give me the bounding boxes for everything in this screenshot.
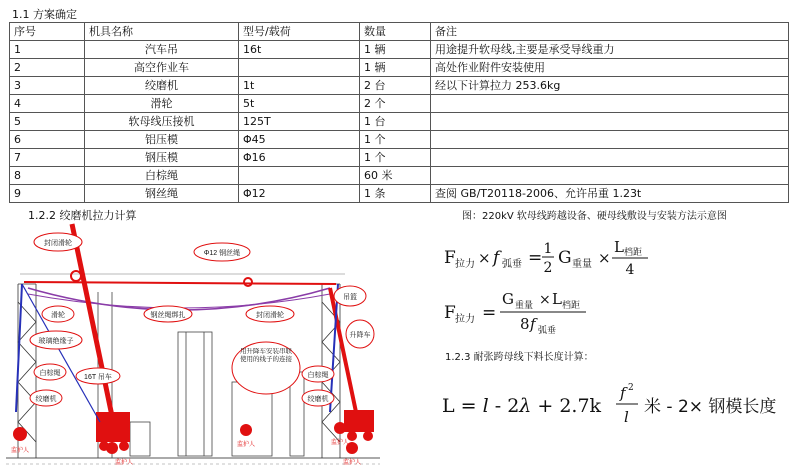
f3-part2: + 2.7k <box>531 395 602 417</box>
f1-half-den: 2 <box>543 260 553 276</box>
cell-qty: 2 个 <box>360 95 431 113</box>
section-title: 1.1 方案确定 <box>12 8 77 21</box>
cell-no: 2 <box>10 59 85 77</box>
f1-eq: = <box>528 248 543 268</box>
col-header-qty: 数量 <box>360 23 431 41</box>
f2-G: G <box>502 290 514 308</box>
cell-note <box>431 131 789 149</box>
guard-marker <box>240 424 252 436</box>
cell-qty: 2 台 <box>360 77 431 95</box>
cell-model: Φ12 <box>239 185 360 203</box>
f1-F: F <box>444 248 456 268</box>
f1-den-4: 4 <box>625 262 635 278</box>
label-guard-5: 监护人 <box>342 460 362 466</box>
col-header-no: 序号 <box>10 23 85 41</box>
cell-name: 软母线压接机 <box>85 113 239 131</box>
table-row <box>10 149 789 167</box>
f1-L: L <box>614 238 624 256</box>
formula-2 <box>444 290 586 336</box>
guard-marker <box>106 442 118 454</box>
f2-den-8: 8 <box>520 315 530 333</box>
f1-F-sub: 拉力 <box>455 259 475 270</box>
callout-hook: 吊篮 <box>343 294 357 301</box>
cell-note <box>431 95 789 113</box>
guard-marker <box>334 422 346 434</box>
callout-white-rope-left: 白棕绳 <box>39 370 61 377</box>
lift-truck <box>344 410 374 432</box>
callout-note-crane: 用升降车安装串联使用的线子的连接 <box>240 348 292 363</box>
table-row <box>10 59 789 77</box>
f3-frac-den: l <box>624 408 629 426</box>
cell-note <box>431 113 789 131</box>
svg-text:L = l - 2λ + 2.7k <box>442 395 602 417</box>
cell-note: 用途提升软母线,主要是承受导线重力 <box>431 41 789 59</box>
cell-no: 4 <box>10 95 85 113</box>
callout-white-rope-right: 白棕绳 <box>307 372 329 379</box>
cell-no: 5 <box>10 113 85 131</box>
f1-L-sub: 档距 <box>624 248 643 258</box>
cell-qty: 60 米 <box>360 167 431 185</box>
f3-part1: - 2 <box>488 395 520 417</box>
cell-name: 绞磨机 <box>85 77 239 95</box>
callout-insulator-string: 玻璃绝缘子 <box>38 338 74 345</box>
cell-qty: 1 个 <box>360 131 431 149</box>
cell-name: 钢压模 <box>85 149 239 167</box>
cell-note: 高处作业附件安装使用 <box>431 59 789 77</box>
callout-steel-wire-tie: 钢丝绳绑扎 <box>150 312 186 319</box>
f2-F: F <box>444 303 456 323</box>
cell-no: 1 <box>10 41 85 59</box>
cell-note <box>431 167 789 185</box>
cell-note <box>431 149 789 167</box>
cell-name: 汽车吊 <box>85 41 239 59</box>
cell-no: 9 <box>10 185 85 203</box>
f1-f-sub: 弧垂 <box>502 259 522 270</box>
cell-no: 7 <box>10 149 85 167</box>
f3-frac-num: f <box>620 384 626 402</box>
callout-winch-right: 绞磨机 <box>307 396 329 403</box>
table-row <box>10 113 789 131</box>
f3-lambda: λ <box>519 395 532 417</box>
equipment-table <box>9 22 789 203</box>
cell-qty: 1 条 <box>360 185 431 203</box>
callout-pulley-left: 滑轮 <box>51 312 65 319</box>
formula-panel <box>392 222 800 471</box>
f1-times-2: × <box>598 249 611 267</box>
label-guard-4: 监护人 <box>330 440 350 446</box>
cell-note: 经以下计算拉力 253.6kg <box>431 77 789 95</box>
callout-crane-16t: 16T 吊车 <box>84 374 112 381</box>
f1-G-sub: 重量 <box>572 259 592 270</box>
soft-bus-conductor-lower <box>28 294 330 308</box>
installation-diagram <box>0 222 385 471</box>
cell-model <box>239 59 360 77</box>
cell-name: 钢丝绳 <box>85 185 239 203</box>
cell-note: 查阅 GB/T20118-2006、允许吊重 1.23t <box>431 185 789 203</box>
f3-lhs: L = <box>442 395 483 417</box>
col-header-note: 备注 <box>431 23 789 41</box>
col-header-model: 型号/载荷 <box>239 23 360 41</box>
f3-l: l <box>482 395 489 417</box>
cell-name: 滑轮 <box>85 95 239 113</box>
cell-model: 1t <box>239 77 360 95</box>
f2-F-sub: 拉力 <box>455 314 475 325</box>
callout-lift-car: 升降车 <box>349 332 371 339</box>
cell-qty: 1 辆 <box>360 59 431 77</box>
steel-wire-rope <box>24 282 336 284</box>
callout-fixed-pulley: 封闭滑轮 <box>44 240 72 247</box>
cell-model <box>239 167 360 185</box>
label-guard-3: 监护人 <box>236 442 256 448</box>
table-header-row <box>10 23 789 41</box>
crane-wheel <box>119 441 129 451</box>
cell-qty: 1 辆 <box>360 41 431 59</box>
pulley-icon <box>71 271 81 281</box>
cell-model: 16t <box>239 41 360 59</box>
f1-times: × <box>478 249 491 267</box>
cell-qty: 1 台 <box>360 113 431 131</box>
table-row <box>10 95 789 113</box>
f2-L-sub: 档距 <box>562 301 581 311</box>
label-guard-1: 监护人 <box>10 448 30 454</box>
f2-L: L <box>552 290 562 308</box>
cell-name: 高空作业车 <box>85 59 239 77</box>
cell-model: 5t <box>239 95 360 113</box>
pulley-icon <box>244 278 252 286</box>
table-row <box>10 185 789 203</box>
table-row <box>10 131 789 149</box>
subsection-title-length: 1.2.3 耐张跨母线下料长度计算： <box>445 352 594 363</box>
cell-qty: 1 个 <box>360 149 431 167</box>
cell-no: 8 <box>10 167 85 185</box>
formula-3 <box>442 383 776 426</box>
cell-no: 6 <box>10 131 85 149</box>
f2-f: f <box>530 315 536 333</box>
cell-model: Φ45 <box>239 131 360 149</box>
f1-half-num: 1 <box>543 241 553 257</box>
table-row <box>10 167 789 185</box>
col-header-name: 机具名称 <box>85 23 239 41</box>
cell-name: 白棕绳 <box>85 167 239 185</box>
crane-boom <box>72 224 112 416</box>
f2-times: × <box>539 292 551 308</box>
f2-f-sub: 弧垂 <box>538 326 557 336</box>
f2-eq: = <box>482 303 497 323</box>
f3-tail: 米 - 2× 钢模长度 <box>644 397 777 417</box>
f1-G: G <box>558 248 572 268</box>
f2-G-sub: 重量 <box>515 301 534 311</box>
crane-truck <box>96 412 130 442</box>
callout-conductor: Φ12 钢丝绳 <box>203 250 241 257</box>
cell-no: 3 <box>10 77 85 95</box>
formula-1 <box>444 238 648 278</box>
callout-closed-pulley-mid: 封闭滑轮 <box>256 312 284 319</box>
table-row <box>10 77 789 95</box>
guard-marker <box>13 427 27 441</box>
figure-caption: 图：220kV 软母线跨越设备、硬母线敷设与安装方法示意图 <box>462 211 727 222</box>
f3-frac-sup: 2 <box>628 383 634 393</box>
f1-f: f <box>493 248 500 268</box>
callout-winch-left: 绞磨机 <box>35 396 57 403</box>
lift-wheel <box>363 431 373 441</box>
label-guard-2: 监护人 <box>114 460 134 466</box>
cell-model: 125T <box>239 113 360 131</box>
cell-model: Φ16 <box>239 149 360 167</box>
table-row <box>10 41 789 59</box>
subsection-title-calc: 1.2.2 绞磨机拉力计算 <box>28 209 137 222</box>
cell-name: 铝压模 <box>85 131 239 149</box>
